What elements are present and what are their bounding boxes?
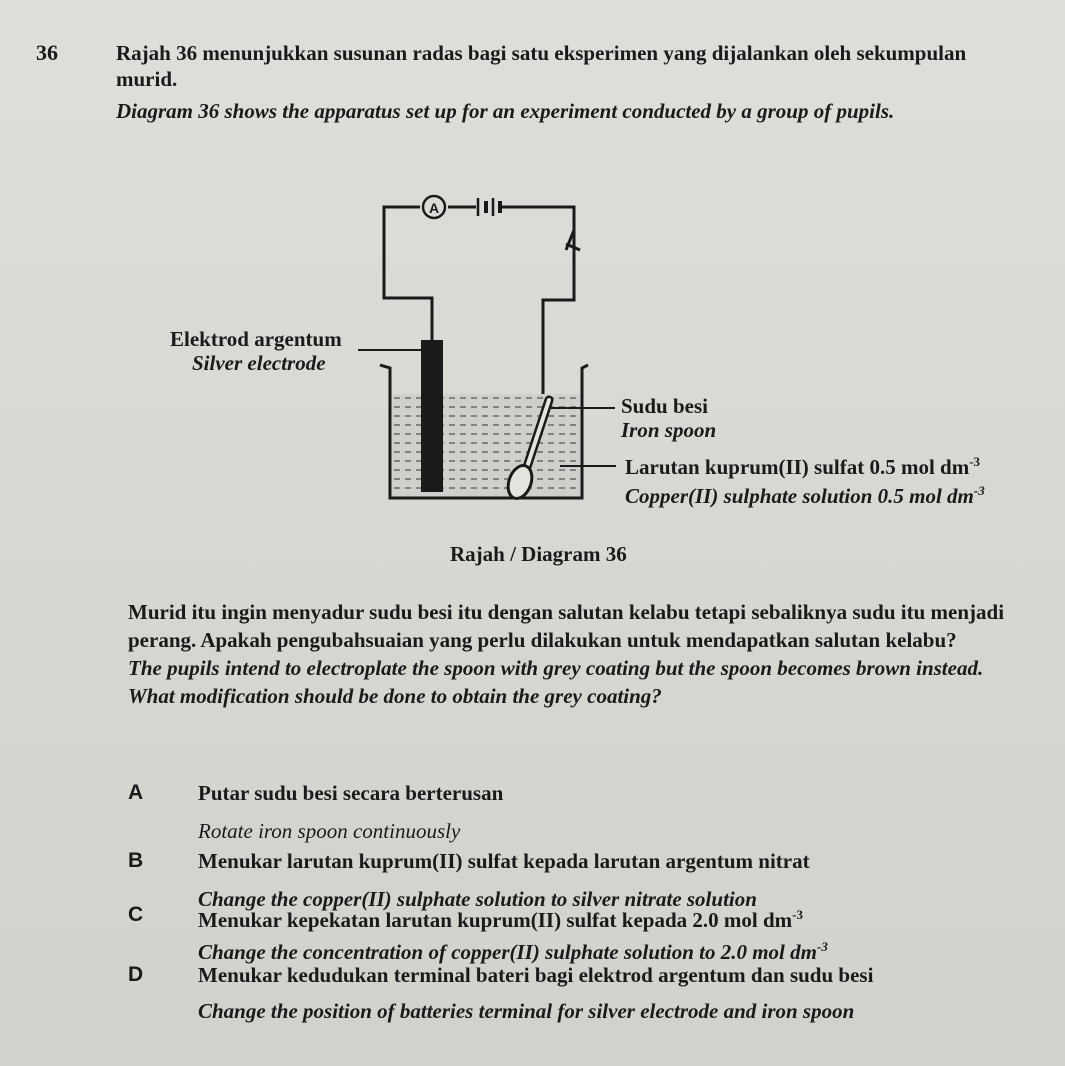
electrode-label [165, 327, 355, 375]
prompt-malay: Murid itu ingin menyadur sudu besi itu dengan salutan kelabu tetapi sebaliknya sudu itu menjadi perang. Apakah pengubahsuaian yang perlu dilakukan untuk mendapatkan salutan kelabu? [128, 600, 1005, 652]
option-b-english: Change the copper(II) sulphate solution to silver nitrate solution [198, 887, 757, 911]
option-c-english: Change the concentration of copper(II) sulphate solution to 2.0 mol $dm^{-3}$ [198, 939, 828, 964]
spoon-label [621, 394, 716, 442]
option-d-english: Change the position of batteries terminal for silver electrode and iron spoon [198, 999, 855, 1023]
prompt-english: The pupils intend to electroplate the spoon with grey coating but the spoon becomes brown instead. What modification should be done to obtain the grey coating? [128, 656, 984, 708]
option-a-letter: A [128, 781, 144, 804]
option-a-english: Rotate iron spoon continuously [198, 819, 461, 843]
question-number: 36 [36, 40, 58, 65]
ammeter-symbol: A [428, 200, 440, 216]
beaker [380, 365, 588, 498]
option-c-malay: Menukar kepekatan larutan kuprum(II) sulfat kepada 2.0 mol $dm^{-3}$ [198, 907, 803, 932]
silver-electrode [421, 340, 443, 492]
option-c-letter: C [128, 903, 144, 926]
ammeter [423, 196, 445, 218]
question-prompt [128, 598, 1008, 710]
solution-label-malay: Larutan kuprum(II) sulfat 0.5 mol $dm^{-3}$ [625, 454, 981, 479]
switch-icon [566, 230, 580, 250]
electrode-label-malay: Elektrod argentum [170, 327, 342, 351]
label-pointers [358, 350, 616, 466]
option-a-malay: Putar sudu besi secara berterusan [198, 781, 504, 805]
circuit-wires [384, 207, 574, 400]
solution-label-english: Copper(II) sulphate solution 0.5 mol $dm^{-3}$ [625, 483, 985, 508]
iron-spoon [504, 400, 549, 502]
question-stem [116, 40, 1016, 124]
solution-hatching [394, 398, 578, 488]
diagram-caption: Rajah / Diagram 36 [450, 542, 627, 566]
option-d-letter: D [128, 963, 144, 986]
stem-malay: Rajah 36 menunjukkan susunan radas bagi satu eksperimen yang dijalankan oleh sekumpulan murid. [116, 41, 967, 91]
stem-english: Diagram 36 shows the apparatus set up for an experiment conducted by a group of pupils. [116, 99, 895, 123]
spoon-label-english: Iron spoon [621, 418, 717, 442]
electrode-label-english: Silver electrode [192, 351, 326, 375]
option-b-letter: B [128, 849, 144, 872]
solution-label [625, 450, 985, 508]
option-b-malay: Menukar larutan kuprum(II) sulfat kepada larutan argentum nitrat [198, 849, 810, 873]
option-d-malay: Menukar kedudukan terminal bateri bagi elektrod argentum dan sudu besi [198, 963, 874, 987]
battery-icon [478, 198, 500, 216]
spoon-label-malay: Sudu besi [621, 394, 708, 418]
